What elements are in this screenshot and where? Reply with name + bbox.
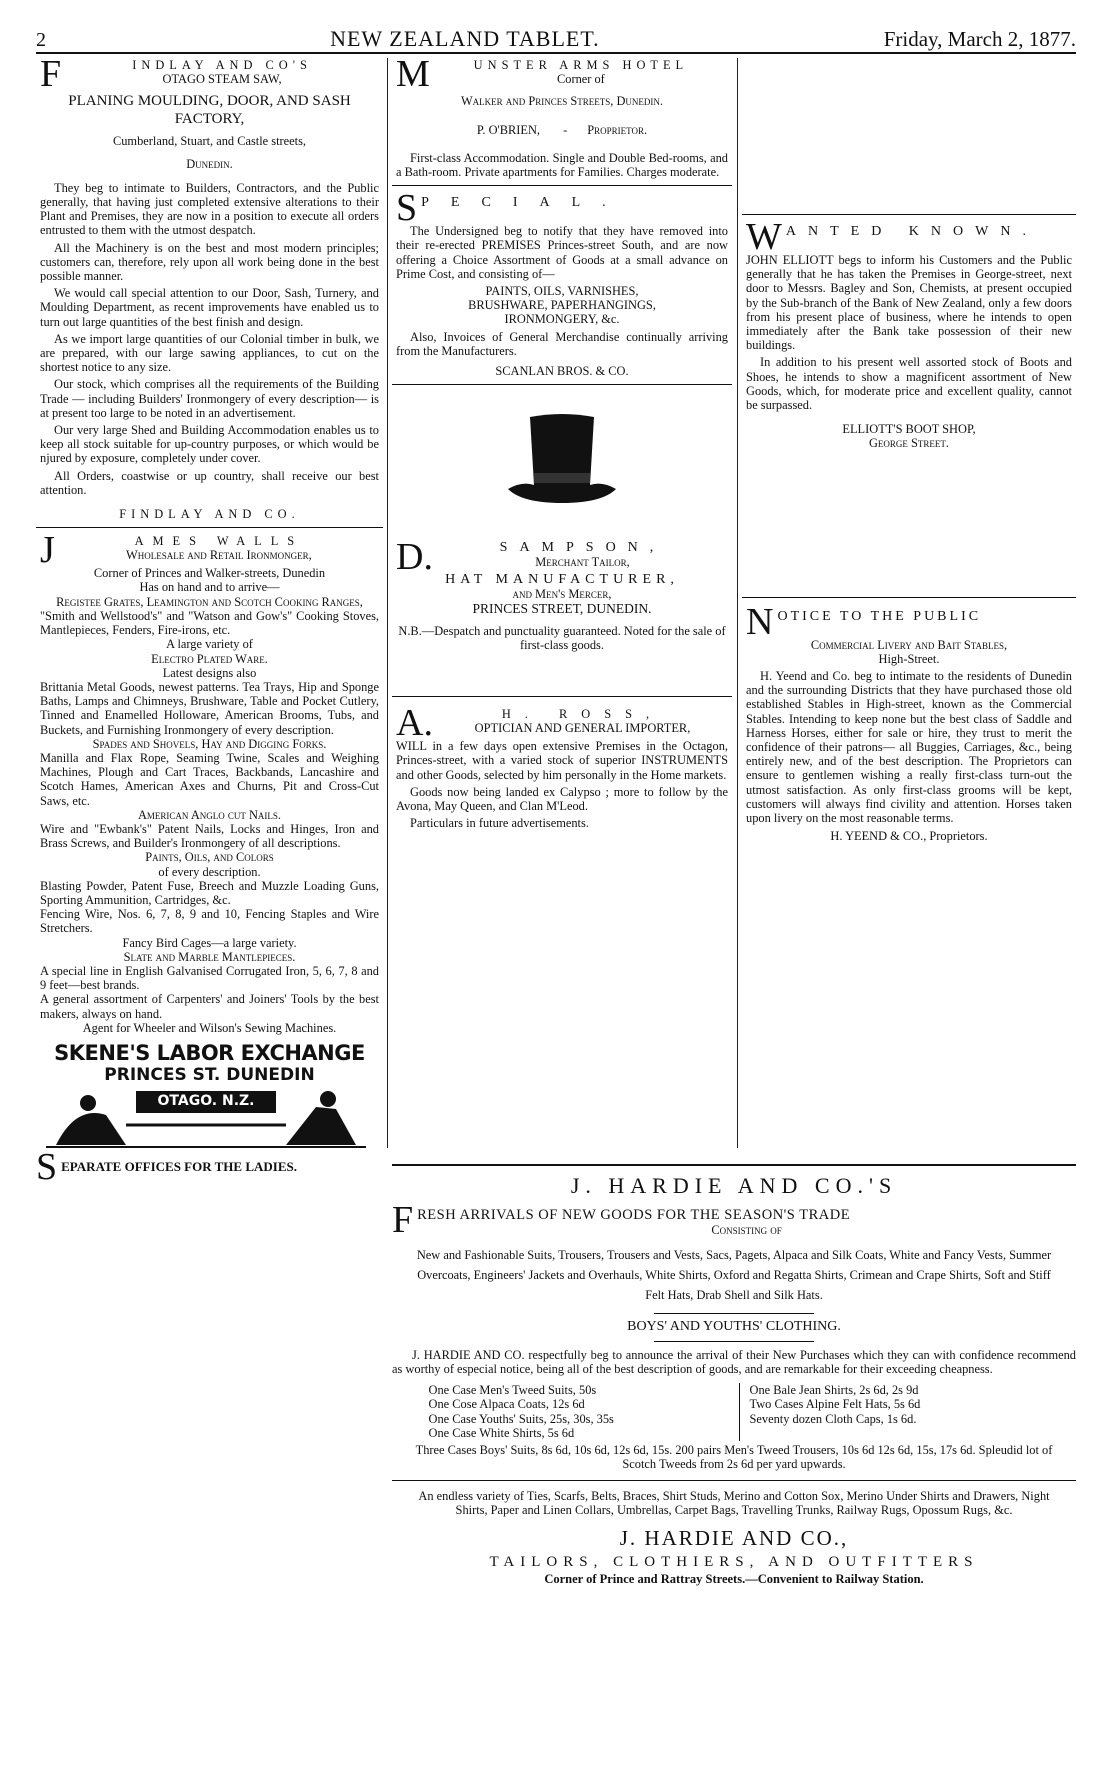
skene-subheading: PRINCES ST. DUNEDIN	[104, 1064, 315, 1085]
text-line: Latest designs also	[162, 665, 257, 680]
text-line: Electro Plated Ware.	[151, 651, 268, 666]
paragraph: Our stock, which comprises all the requirements of the Building Trade — including Builders' Ironmongery of every description— is at present too large to be noted in an advertisement.	[40, 377, 379, 420]
drop-cap: J	[40, 529, 55, 572]
price-list	[392, 1383, 1076, 1441]
text-line: Fencing Wire, Nos. 6, 7, 8, 9 and 10, Fencing Staples and Wire Stretchers.	[40, 907, 379, 936]
divider	[392, 696, 732, 697]
section-heading: BOYS' AND YOUTHS' CLOTHING.	[627, 1319, 841, 1334]
column-rule-2	[737, 58, 738, 1148]
advert-heading: H. ROSS,	[501, 707, 664, 722]
advert-signature: J. HARDIE AND CO.,	[619, 1525, 849, 1550]
text-line: Slate and Marble Mantlepieces.	[123, 949, 296, 964]
advert-heading: PECIAL.	[421, 195, 628, 211]
column-rule-1	[387, 58, 388, 1148]
text-line: Has on hand and to arrive—	[139, 580, 280, 595]
masthead	[36, 18, 1076, 54]
divider	[742, 597, 1076, 598]
yeend-advert	[742, 600, 1076, 844]
advert-heading: UNSTER ARMS HOTEL	[473, 58, 689, 72]
drop-cap: F	[40, 53, 62, 95]
paragraph: Also, Invoices of General Merchandise continually arriving from the Manufacturers.	[396, 329, 728, 358]
column-right	[742, 58, 1076, 843]
paragraph: WILL in a few days open extensive Premises in the Octagon, Princes-street, with a varied stock of superior INSTRUMENTS and other Goods, selected by him personally in the Home markets.	[396, 739, 728, 782]
list-item: Seventy dozen Cloth Caps, 1s 6d.	[749, 1411, 917, 1426]
drop-cap: D.	[396, 536, 433, 579]
blank-space	[742, 451, 1076, 591]
advert-subheading: High-Street.	[878, 651, 940, 666]
divider	[392, 185, 732, 186]
separator-dash: -	[563, 122, 568, 137]
drop-cap: N	[746, 600, 774, 643]
drop-cap: S	[36, 1145, 58, 1188]
text-line: of every description.	[158, 864, 261, 879]
text-line: Brittania Metal Goods, newest patterns. Tea Trays, Hip and Sponge Baths, Lamps and Chimneys, Brushware, Table and Pocket Cutlery, Tinned and Enamelled Holloware, American Brooms, Tubs, and Buckets, and Furnishing Ironmongery of every description.	[40, 679, 379, 737]
newspaper-title: NEW ZEALAND TABLET.	[330, 26, 600, 51]
skene-heading: SKENE'S LABOR EXCHANGE	[54, 1040, 365, 1065]
proprietor-title: Proprietor.	[587, 122, 648, 137]
advert-address: George Street.	[868, 436, 950, 451]
skene-footer: EPARATE OFFICES FOR THE LADIES.	[61, 1158, 297, 1174]
advert-heading: OTICE TO THE PUBLIC	[777, 608, 982, 624]
advert-subheading: Merchant Tailor,	[535, 555, 630, 570]
paragraph: All Orders, coastwise or up country, shall receive our best attention.	[40, 468, 379, 497]
text-line: Spades and Shovels, Hay and Digging Forks.	[92, 736, 327, 751]
hardie-advert	[392, 1158, 1076, 1586]
elliott-advert	[742, 216, 1076, 451]
drop-cap: S	[396, 187, 418, 230]
text-line: Consisting of	[711, 1222, 782, 1237]
sampson-advert	[392, 391, 732, 652]
advert-address: PRINCES STREET, DUNEDIN.	[472, 600, 652, 616]
text-line: Registee Grates, Leamington and Scotch Cooking Ranges,	[56, 594, 363, 609]
blank-space	[742, 58, 1076, 208]
drop-cap: M	[396, 53, 430, 95]
paragraph: Three Cases Boys' Suits, 8s 6d, 10s 6d, 12s 6d, 15s. 200 pairs Men's Tweed Trousers, 10s 6d 12s 6d, 15s, 17s 6d. Spleudid lot of Scotch Tweeds from 2s 6d per yard upwards.	[415, 1442, 1053, 1471]
paragraph: They beg to intimate to Builders, Contractors, and the Public generally, that having just completed extensive alterations to their Plant and Premises, they are now in a position to execute all orders entrusted to them with the utmost despatch.	[40, 180, 379, 238]
advert-heading: SAMPSON,	[499, 540, 666, 556]
column-left	[36, 53, 383, 1188]
munster-advert	[392, 53, 732, 180]
advert-city: Dunedin.	[186, 156, 233, 171]
paragraph: H. Yeend and Co. beg to intimate to the residents of Dunedin and the surrounding Districts that they have purchased those old established Stables in High-street, known as the Commercial Stables. Intending to keep none but the best class of Saddle and Harness Horses, either for sale or hire, they trust to merit the confidence of their patrons— all Buggies, Carriages, &c., being entirely new, and of the best description. The Proprietors can ensure to gentlemen wishing a really first-class turn-out the utmost satisfaction. As only first-class grooms will be kept, customers will always find civility and attention. Horses taken upon livery on the most reasonable terms.	[746, 669, 1072, 826]
text-line: "Smith and Wellstood's" and "Watson and Gow's" Cooking Stoves, Mantlepieces, Fenders, Fire-irons, etc.	[40, 608, 379, 638]
walls-advert	[36, 529, 383, 1035]
text-line: Wire and "Ewbank's" Patent Nails, Locks and Hinges, Iron and Brass Screws, and Builder's Ironmongery of all descriptions.	[40, 821, 379, 851]
advert-address: Cumberland, Stuart, and Castle streets,	[112, 134, 307, 149]
top-hat-illustration	[396, 391, 728, 541]
column-middle	[392, 53, 732, 833]
paragraph: Goods now being landed ex Calypso ; more to follow by the Avona, May Queen, and Clan M'Leod.	[396, 784, 728, 814]
paragraph: All the Machinery is on the best and most modern principles; customers can, therefore, rely upon all work being done in the best possible manner.	[40, 240, 379, 284]
scanlan-advert	[392, 187, 732, 379]
advert-subheading: Corner of	[556, 72, 605, 87]
list-item: One Case Youths' Suits, 25s, 30s, 35s	[428, 1411, 614, 1426]
advert-signature: FINDLAY AND CO.	[119, 507, 300, 522]
skene-location: OTAGO. N.Z.	[157, 1092, 255, 1109]
paragraph: JOHN ELLIOTT begs to inform his Customers and the Public generally that he has taken the Premises in George-street, next door to Messrs. Bagley and Son, Chemists, at present occupied by the Sub-branch of the Bank of New Zealand, only a few doors from his present place of business, where he intends to open immediately after the Bank take possession of their new buildings.	[746, 253, 1072, 353]
advert-subheading: Commercial Livery and Bait Stables,	[810, 637, 1008, 652]
advert-subheading: PLANING MOULDING, DOOR, AND SASH FACTORY,	[68, 93, 351, 128]
text-line: A large variety of	[166, 637, 253, 652]
page-number: 2	[36, 29, 46, 51]
text-line: Fancy Bird Cages—a large variety.	[122, 935, 297, 950]
divider	[392, 384, 732, 385]
goods-line: PAINTS, OILS, VARNISHES,	[485, 284, 639, 299]
paragraph: An endless variety of Ties, Scarfs, Belts, Braces, Shirt Studs, Merino and Cotton Sox, Merino Under Shirts and Drawers, Night Shirts, Paper and Linen Collars, Umbrellas, Carpet Bags, Travelling Trunks, Railway Rugs, Opossum Rugs, &c.	[418, 1488, 1050, 1517]
advert-subheading: HAT MANUFACTURER,	[445, 572, 679, 588]
list-item: Two Cases Alpine Felt Hats, 5s 6d	[749, 1397, 921, 1411]
text-line: A general assortment of Carpenters' and Joiners' Tools by the best makers, always on hand.	[40, 992, 379, 1021]
top-hat-icon	[502, 411, 622, 511]
advert-heading: INDLAY AND CO'S	[132, 58, 312, 72]
advert-subheading: RESH ARRIVALS OF NEW GOODS FOR THE SEASON'S TRADE	[417, 1207, 851, 1223]
paragraph: In addition to his present well assorted stock of Boots and Shoes, he intends to show a magnificent assortment of New Goods, which, for moderate price and excellent quality, cannot be surpassed.	[746, 355, 1072, 413]
price-list-right	[740, 1383, 1040, 1441]
drop-cap: F	[392, 1199, 414, 1241]
issue-date: Friday, March 2, 1877.	[883, 27, 1076, 51]
paragraph: J. HARDIE AND CO. respectfully beg to announce the arrival of their New Purchases which they can with confidence recommend as worthy of especial notice, being all of the best description of goods, and are remarkable for their exceeding cheapness.	[392, 1347, 1076, 1376]
skene-illustration	[36, 1085, 383, 1149]
list-item: One Cose Alpaca Coats, 12s 6d	[428, 1397, 585, 1411]
paragraph: As we import large quantities of our Colonial timber in bulk, we are prepared, with our large sawing appliances, to cut on the shortest notice to any size.	[40, 331, 379, 375]
paragraph: We would call special attention to our Door, Sash, Turnery, and Moulding Department, as recent improvements have enabled us to turn out large quantities of the best finish and design.	[40, 286, 379, 329]
goods-description: New and Fashionable Suits, Trousers, Trousers and Vests, Sacs, Pagets, Alpaca and Silk Coats, White and Fancy Vests, Summer Overcoats, Engineers' Jackets and Overhauls, White Shirts, Oxford and Regatta Shirts, Crimean and Crape Shirts, Soft and Stiff Felt Hats, Drab Shell and Silk Hats.	[416, 1248, 1052, 1302]
text-line: Blasting Powder, Patent Fuse, Breech and Muzzle Loading Guns, Sporting Ammunition, Cartridges, &c.	[40, 878, 379, 907]
findlay-advert	[36, 53, 383, 522]
advert-address: Walker and Princes Streets, Dunedin.	[460, 94, 663, 109]
ross-advert	[392, 702, 732, 831]
advert-heading: ANTED KNOWN.	[785, 224, 1038, 239]
text-line: American Anglo cut Nails.	[137, 807, 282, 822]
divider	[742, 214, 1076, 215]
goods-line: BRUSHWARE, PAPERHANGINGS,	[468, 298, 656, 313]
divider	[36, 527, 383, 528]
advert-signature: H. YEEND & CO., Proprietors.	[830, 829, 988, 844]
paragraph: N.B.—Despatch and punctuality guaranteed. Noted for the sale of first-class goods.	[398, 623, 726, 653]
paragraph: Particulars in future advertisements.	[410, 816, 589, 831]
text-line: Agent for Wheeler and Wilson's Sewing Machines.	[82, 1020, 337, 1035]
drop-cap: W	[746, 216, 782, 258]
divider	[392, 1164, 1076, 1166]
advert-subheading: OTAGO STEAM SAW,	[162, 72, 282, 87]
paragraph: The Undersigned beg to notify that they have removed into their re-erected PREMISES Princes-street South, and are now offering a Choice Assortment of Goods at a small advance on Prime Cost, and consisting of—	[396, 224, 728, 281]
list-item: One Case Men's Tweed Suits, 50s	[428, 1382, 597, 1397]
paragraph: Our very large Shed and Building Accommodation enables us to keep all stock suitable for up-country purposes, or which would be njured by exposure, completely under cover.	[40, 423, 379, 466]
advert-heading: AMES WALLS	[134, 534, 304, 549]
text-line: Manilla and Flax Rope, Seaming Twine, Scales and Weighing Machines, Plough and Cart Traces, Backbands, Lancashire and Scotch Hames, American Axes and Churns, Pit and Cross-Cut Saws, etc.	[40, 750, 379, 808]
advert-trades: TAILORS, CLOTHIERS, AND OUTFITTERS	[489, 1553, 979, 1570]
text-line: A special line in English Galvanised Corrugated Iron, 5, 6, 7, 8 and 9 feet—best brands.	[40, 963, 379, 993]
advert-address: Corner of Prince and Rattray Streets.—Convenient to Railway Station.	[544, 1571, 924, 1586]
text-line: Paints, Oils, and Colors	[145, 850, 274, 865]
drop-cap: A.	[396, 702, 433, 745]
advert-address: Corner of Princes and Walker-streets, Dunedin	[93, 566, 326, 581]
goods-line: IRONMONGERY, &c.	[504, 312, 620, 327]
list-item: One Bale Jean Shirts, 2s 6d, 2s 9d	[749, 1382, 919, 1397]
advert-subheading: OPTICIAN AND GENERAL IMPORTER,	[474, 721, 691, 736]
advert-signature: SCANLAN BROS. & CO.	[495, 364, 629, 379]
list-item: One Case White Shirts, 5s 6d	[428, 1426, 575, 1440]
advert-subheading: Wholesale and Retail Ironmonger,	[126, 548, 312, 563]
text-line: and Men's Mercer,	[512, 587, 612, 602]
skene-advert	[36, 1040, 383, 1188]
paragraph: First-class Accommodation. Single and Double Bed-rooms, and a Bath-room. Private apartments for Families. Charges moderate.	[396, 150, 728, 180]
advert-heading: J. HARDIE AND CO.'S	[570, 1173, 898, 1198]
price-list-left	[429, 1383, 740, 1441]
proprietor-name: P. O'BRIEN,	[476, 122, 541, 137]
advert-signature: ELLIOTT'S BOOT SHOP,	[842, 422, 976, 437]
